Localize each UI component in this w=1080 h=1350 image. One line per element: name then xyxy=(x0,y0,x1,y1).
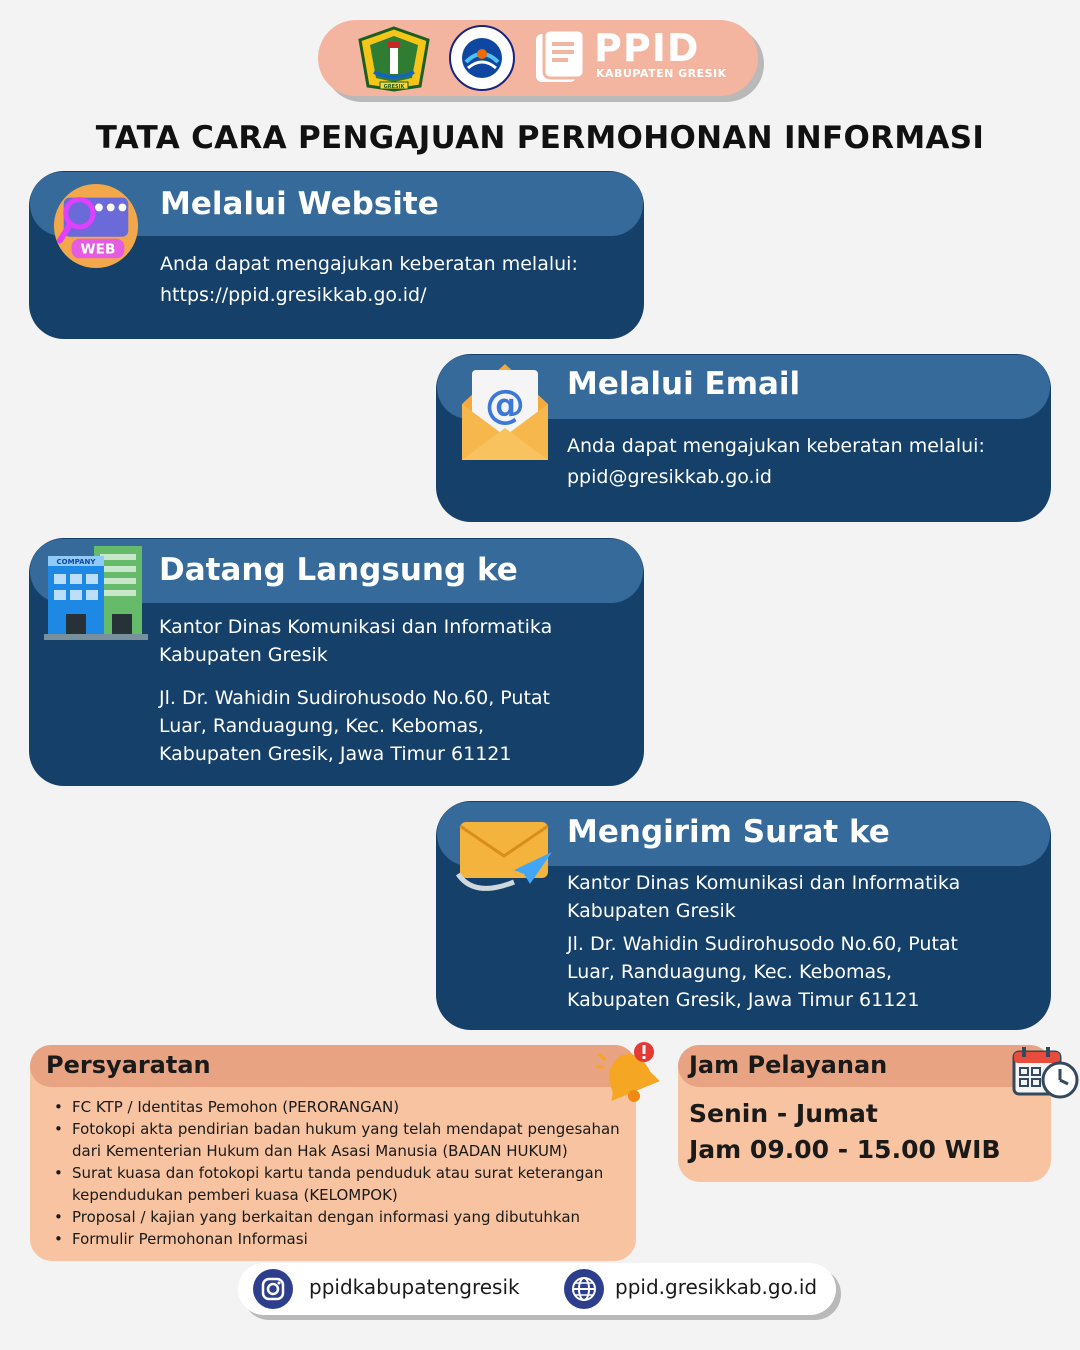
envelope-send-icon xyxy=(454,818,554,898)
bell-alert-icon xyxy=(594,1040,664,1102)
card-mail-office xyxy=(567,869,1037,925)
card-mail-office-line1: Kantor Dinas Komunikasi dan Informatika xyxy=(567,872,961,894)
card-website-title: Melalui Website xyxy=(160,186,439,222)
svg-text:@: @ xyxy=(485,382,525,428)
requirement-item: • Proposal / kajian yang berkaitan dengan informasi yang dibutuhkan xyxy=(50,1206,630,1228)
card-email-text xyxy=(567,432,1037,491)
web-icon-label: WEB xyxy=(80,241,116,258)
card-visit-office-line1: Kantor Dinas Komunikasi dan Informatika xyxy=(159,616,553,638)
instagram-handle[interactable]: ppidkabupatengresik xyxy=(309,1275,520,1299)
card-mail-address xyxy=(567,930,1037,1014)
requirement-item: • Surat kuasa dan fotokopi kartu tanda penduduk atau surat keterangan xyxy=(50,1162,630,1184)
card-visit-address-line2: Luar, Randuagung, Kec. Kebomas, xyxy=(159,715,485,737)
card-mail-office-line2: Kabupaten Gresik xyxy=(567,900,736,922)
card-mail-title: Mengirim Surat ke xyxy=(567,814,890,850)
ppid-brand-label: PPID xyxy=(594,26,700,70)
card-mail-address-line3: Kabupaten Gresik, Jawa Timur 61121 xyxy=(567,989,920,1011)
card-website-url[interactable]: https://ppid.gresikkab.go.id/ xyxy=(160,284,427,306)
gresik-logo-caption: GRESIK xyxy=(383,84,405,90)
card-email-line1: Anda dapat mengajukan keberatan melalui: xyxy=(567,435,985,457)
requirements-title: Persyaratan xyxy=(46,1051,211,1079)
requirements-list xyxy=(50,1096,630,1250)
hours-title: Jam Pelayanan xyxy=(689,1051,888,1079)
company-building-icon xyxy=(44,544,148,640)
requirement-item: • Fotokopi akta pendirian badan hukum yang telah mendapat pengesahan xyxy=(50,1118,630,1140)
card-visit-office xyxy=(159,613,629,669)
calendar-clock-icon xyxy=(1010,1046,1080,1100)
card-mail-address-line1: Jl. Dr. Wahidin Sudirohusodo No.60, Putat xyxy=(567,933,958,955)
requirement-item: • Formulir Permohonan Informasi xyxy=(50,1228,630,1250)
page-title: TATA CARA PENGAJUAN PERMOHONAN INFORMASI xyxy=(95,120,985,156)
company-icon-label: COMPANY xyxy=(56,558,96,566)
card-visit-address-line1: Jl. Dr. Wahidin Sudirohusodo No.60, Putat xyxy=(159,687,550,709)
ppid-brand-sub: KABUPATEN GRESIK xyxy=(596,67,727,80)
requirement-item-continuation: dari Kementerian Hukum dan Hak Asasi Manusia (BADAN HUKUM) xyxy=(72,1142,568,1160)
card-website-line1: Anda dapat mengajukan keberatan melalui: xyxy=(160,253,578,275)
card-visit-address-line3: Kabupaten Gresik, Jawa Timur 61121 xyxy=(159,743,512,765)
gresik-emblem-logo xyxy=(358,26,430,92)
requirement-item-continuation: kependudukan pemberi kuasa (KELOMPOK) xyxy=(72,1186,398,1204)
web-icon xyxy=(52,182,140,270)
card-email-title: Melalui Email xyxy=(567,366,801,402)
instagram-icon[interactable] xyxy=(253,1269,293,1309)
card-mail-address-line2: Luar, Randuagung, Kec. Kebomas, xyxy=(567,961,893,983)
ppid-document-icon xyxy=(534,28,586,84)
hours-info xyxy=(689,1096,1001,1168)
card-visit-office-line2: Kabupaten Gresik xyxy=(159,644,328,666)
requirement-item: • FC KTP / Identitas Pemohon (PERORANGAN) xyxy=(50,1096,630,1118)
kominfo-logo xyxy=(448,24,516,92)
card-website-text xyxy=(160,250,630,309)
hours-panel xyxy=(678,1045,1051,1182)
card-visit-address xyxy=(159,684,629,768)
hours-days: Senin - Jumat xyxy=(689,1099,878,1128)
card-email-address[interactable]: ppid@gresikkab.go.id xyxy=(567,466,772,488)
hours-time: Jam 09.00 - 15.00 WIB xyxy=(689,1135,1001,1164)
globe-icon[interactable] xyxy=(564,1269,604,1309)
email-at-icon xyxy=(458,360,552,464)
website-url[interactable]: ppid.gresikkab.go.id xyxy=(615,1275,818,1299)
card-visit-title: Datang Langsung ke xyxy=(159,552,518,588)
